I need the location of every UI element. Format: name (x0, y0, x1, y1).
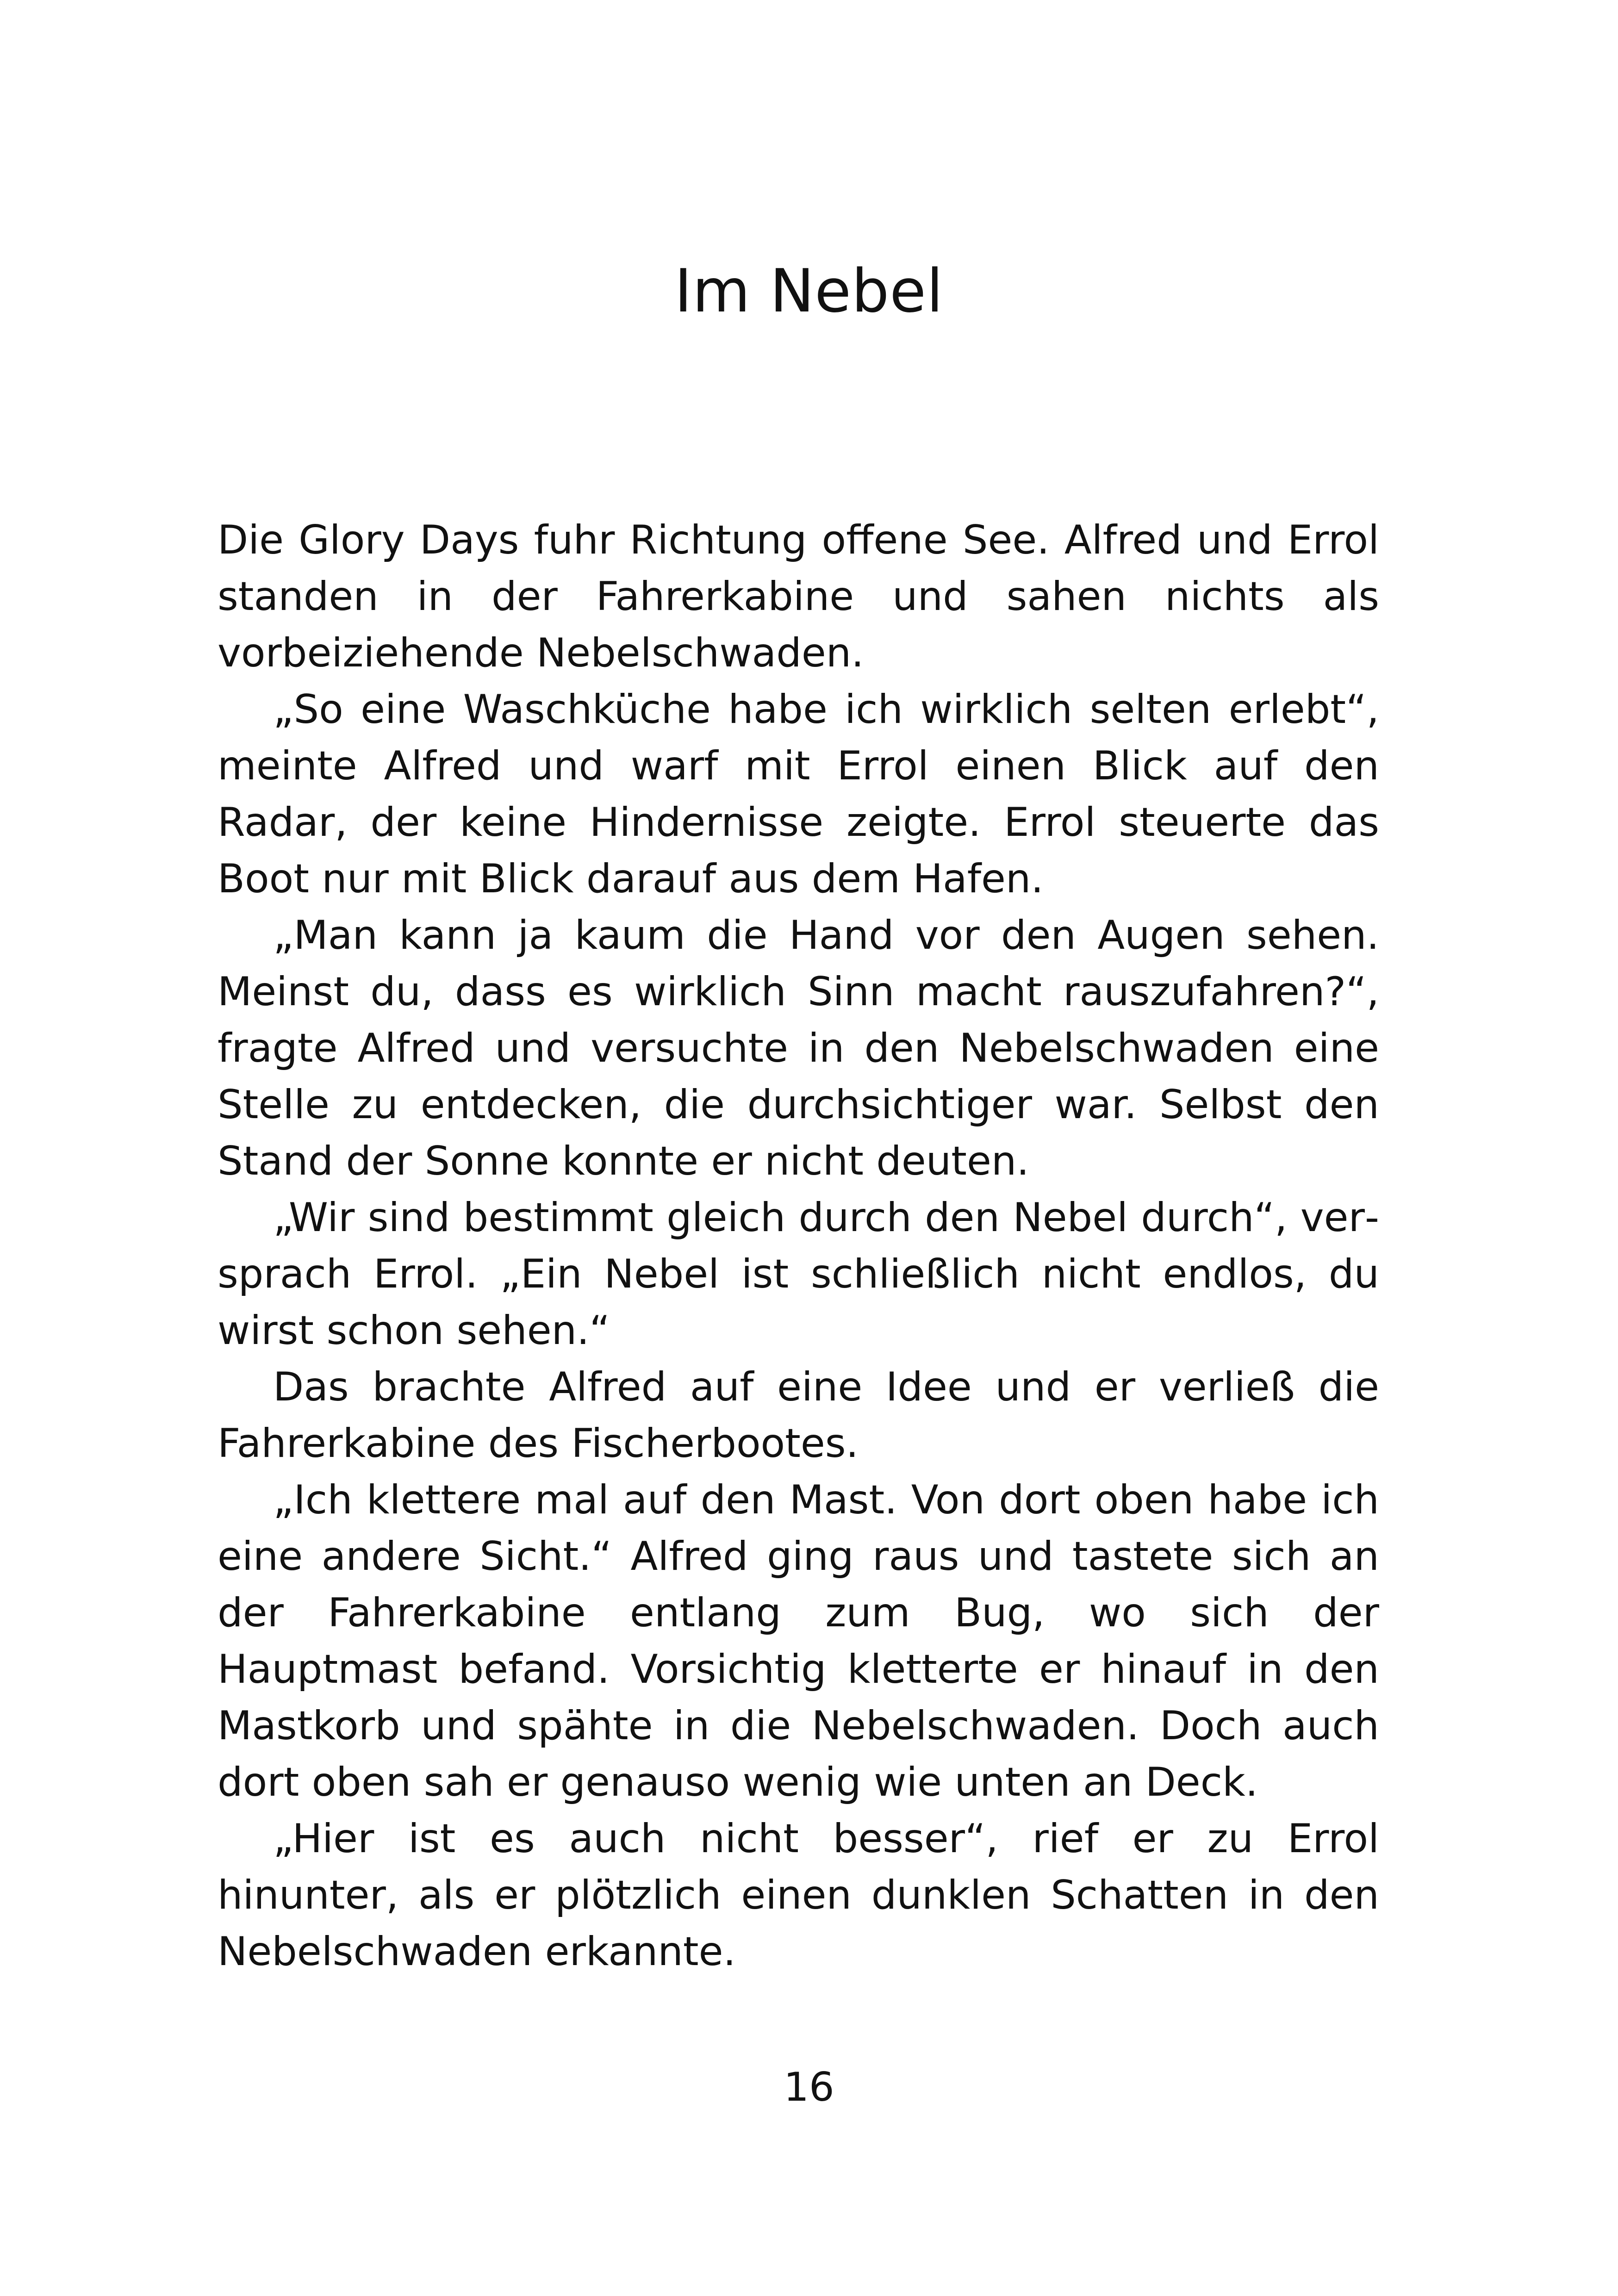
paragraph: „Wir sind bestimmt gleich durch den Nebel durch“, versprach Errol. „Ein Nebel ist schließlich nicht endlos, du wirst schon sehen.“ (218, 1195, 1379, 1354)
paragraph: „So eine Waschküche habe ich wirklich selten erlebt“, meinte Alfred und warf mit Errol einen Blick auf den Radar, der keine Hindernisse zeigte. Errol steuerte das Boot nur mit Blick darauf aus dem Hafen. (218, 686, 1379, 902)
paragraph: „Ich klettere mal auf den Mast. Von dort oben habe ich eine andere Sicht.“ Alfred ging raus und tastete sich an der Fahrerkabine entlang zum Bug, wo sich der Hauptmast befand. Vorsichtig kletterte er hinauf in den Mastkorb und spähte in die Nebelschwaden. Doch auch dort oben sah er genauso wenig wie unten an Deck. (218, 1477, 1379, 1805)
paragraph: „Man kann ja kaum die Hand vor den Augen sehen. Meinst du, dass es wirklich Sinn macht rauszufahren?“, fragte Alfred und versuchte in den Nebelschwaden eine Stelle zu entdecken, die durchsichtiger war. Selbst den Stand der Sonne konnte er nicht deuten. (218, 912, 1379, 1184)
paragraph: Das brachte Alfred auf eine Idee und er verließ die Fahrerkabine des Fischerbootes. (218, 1364, 1379, 1467)
chapter-body (218, 512, 1379, 1980)
paragraph: Die Glory Days fuhr Richtung offene See. Alfred und Errol standen in der Fahrerkabine und sahen nichts als vorbeiziehende Nebelschwaden. (218, 517, 1379, 676)
paragraph: „Hier ist es auch nicht besser“, rief er zu Errol hinunter, als er plötzlich einen dunklen Schatten in den Nebelschwaden erkannte. (218, 1816, 1379, 1975)
chapter-title: Im Nebel (674, 257, 944, 326)
page-number: 16 (784, 2064, 834, 2110)
